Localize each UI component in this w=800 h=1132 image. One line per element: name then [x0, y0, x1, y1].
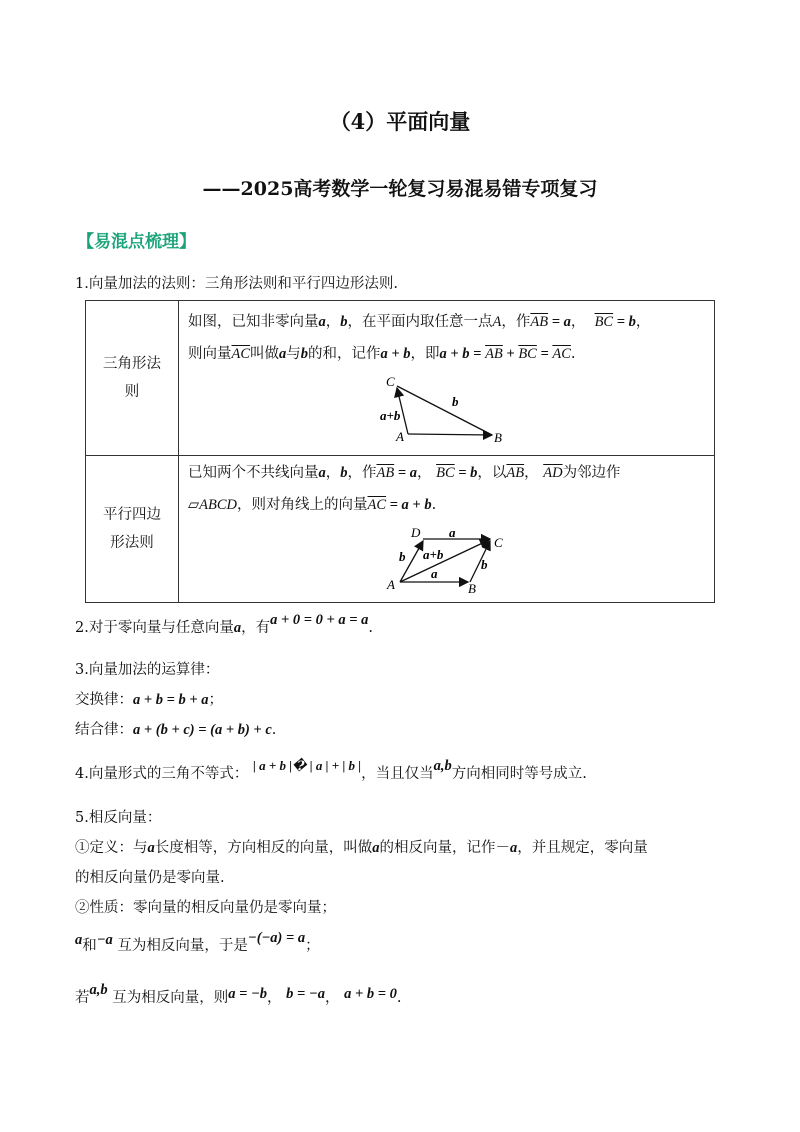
vector-ab-line — [408, 434, 492, 435]
item5-definition: ①定义：与a长度相等，方向相反的向量，叫做a的相反向量，记作－a，并且规定，零向量 — [75, 840, 648, 856]
parallelogram-rule-label: 平行四边 形法则 — [86, 456, 179, 603]
section-header: 【易混点梳理】 — [77, 232, 196, 252]
side-b-label: b — [452, 394, 459, 409]
point-a2-label: A — [387, 577, 395, 592]
point-a-label: A — [396, 429, 404, 444]
side-top-label: a — [449, 525, 456, 540]
item5-opposite-condition: 若a,b 互为相反向量，则a = −b， b = −a， a + b = 0. — [75, 982, 402, 1006]
page-subtitle: ——2025高考数学一轮复习易混易错专项复习 — [202, 178, 598, 200]
item3-text: 3.向量加法的运算律： — [75, 662, 220, 678]
item1-text: 1.向量加法的法则：三角形法则和平行四边形法则. — [75, 276, 398, 292]
rules-table — [85, 300, 715, 603]
commutative-law: 交换律：a + b = b + a； — [75, 692, 224, 708]
side-ab-label: a+b — [380, 408, 401, 423]
item5-property: ②性质：零向量的相反向量仍是零向量； — [75, 900, 336, 916]
parallelogram-line1: 已知两个不共线向量a，b，作$\overline{AB} = a$， $\overline{BC} = b$，以$\overline{AB}$， $\overline{AD}$为邻边作 — [188, 465, 621, 481]
parallelogram-ac-line — [400, 540, 489, 582]
triangle-rule-label: 三角形法 则 — [86, 301, 179, 456]
triangle-line1: 如图，已知非零向量a，b，在平面内取任意一点A，作$\overline{AB} = a$， $\overline{BC} = b$， — [188, 314, 651, 330]
point-b-label: B — [494, 430, 502, 445]
associative-law: 结合律：a + (b + c) = (a + b) + c. — [75, 722, 277, 738]
side-right-label: b — [481, 557, 488, 572]
triangle-line2: 则向量$\overline{AC}$叫做a与b的和，记作a + b，即$a + b = \overline{AB} + \overline{BC} = \overline{AC}$. — [188, 346, 576, 362]
parallelogram-diagram — [385, 525, 520, 595]
item5-property-formula: a和−a 互为相反向量，于是−(−a) = a； — [75, 930, 320, 954]
triangle-diagram — [380, 374, 520, 454]
vector-bc-line — [397, 386, 492, 435]
point-c2-label: C — [494, 535, 503, 550]
page-title: （4）平面向量 — [329, 109, 471, 134]
point-b2-label: B — [468, 581, 476, 595]
item2-line: 2.对于零向量与任意向量a，有a + 0 = 0 + a = a. — [75, 612, 374, 636]
item5-definition-line2: 的相反向量仍是零向量. — [75, 870, 225, 886]
point-d-label: D — [411, 525, 421, 540]
side-bottom-label: a — [431, 566, 438, 581]
item4-line: 4.向量形式的三角不等式： | a + b |� | a | + | b |，当且仅当a,b方向相同时等号成立. — [75, 758, 587, 782]
triangle-rule-content — [179, 301, 715, 456]
parallelogram-line2: ▱ABCD，则对角线上的向量$\overline{AC} = a + b$. — [188, 497, 437, 513]
point-c-label: C — [386, 374, 395, 389]
parallelogram-rule-content — [179, 456, 715, 603]
item5-text: 5.相反向量： — [75, 810, 162, 826]
side-left-label: b — [399, 549, 406, 564]
diag-label: a+b — [423, 547, 444, 562]
